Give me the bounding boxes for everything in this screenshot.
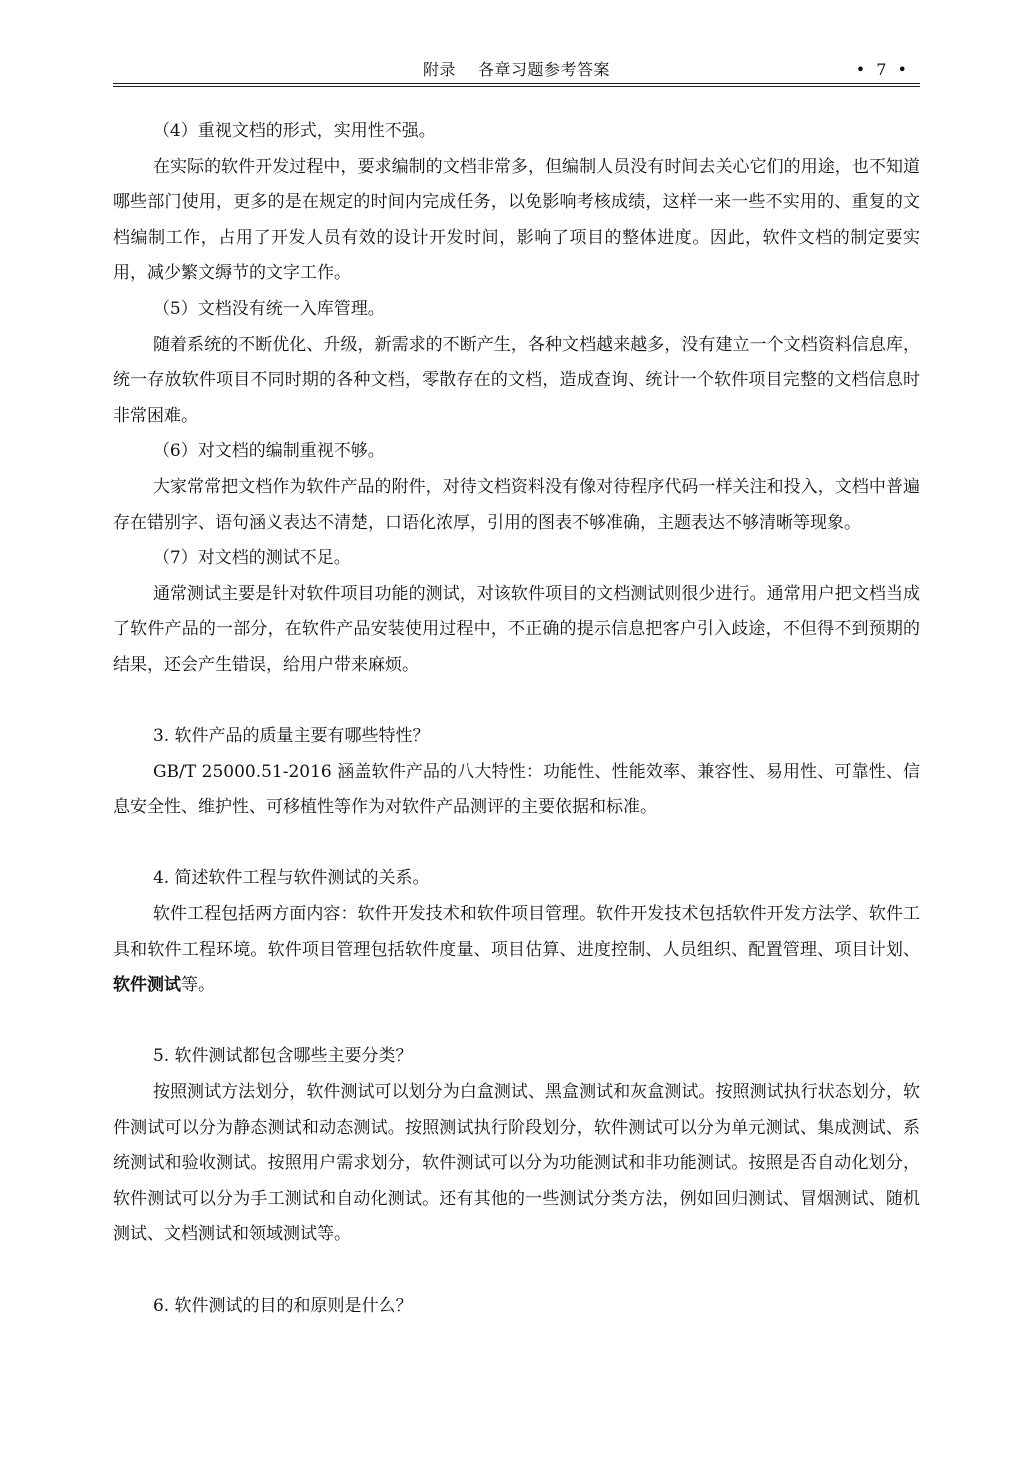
- answer-4-main: 软件工程包括两方面内容：软件开发技术和软件项目管理。软件开发技术包括软件开发方法学、软件工具和软件工程环境。软件项目管理包括软件度量、项目估算、进度控制、人员组织、配置管理、项目计划、: [113, 904, 920, 960]
- item4-heading: （4）重视文档的形式，实用性不强。: [152, 121, 436, 141]
- item6-paragraph: 大家常常把文档作为软件产品的附件，对待文档资料没有像对待程序代码一样关注和投入，文档中普遍存在错别字、语句涵义表达不清楚，口语化浓厚，引用的图表不够准确，主题表达不够清晰等现象。: [113, 476, 920, 533]
- item4-paragraph: 在实际的软件开发过程中，要求编制的文档非常多，但编制人员没有时间去关心它们的用途，也不知道哪些部门使用，更多的是在规定的时间内完成任务，以免影响考核成绩，这样一来一些不实用的、重复的文档编制工作，占用了开发人员有效的设计开发时间，影响了项目的整体进度。因此，软件文档的制定要实用，减少繁文缛节的文字工作。: [113, 156, 920, 284]
- question-3: 3. 软件产品的质量主要有哪些特性？: [152, 726, 430, 747]
- item6-heading: （6）对文档的编制重视不够。: [152, 441, 385, 462]
- answer-4-tail: 等。: [181, 975, 215, 996]
- answer-4: [113, 897, 920, 1004]
- answer-4-emphasis: 软件测试: [113, 975, 181, 996]
- running-header: [113, 58, 920, 82]
- header-title: 各章习题参考答案: [478, 60, 611, 79]
- page-number: • 7 •: [855, 60, 910, 79]
- answer-3: GB/T 25000.51-2016 涵盖软件产品的八大特性：功能性、性能效率、兼容性、易用性、可靠性、信息安全性、维护性、可移植性等作为对软件产品测评的主要依据和标准。: [113, 761, 920, 818]
- header-section: 附录: [422, 60, 456, 79]
- question-4: 4. 简述软件工程与软件测试的关系。: [152, 868, 430, 889]
- item7-heading: （7）对文档的测试不足。: [152, 548, 351, 569]
- item5-paragraph: 随着系统的不断优化、升级，新需求的不断产生，各种文档越来越多，没有建立一个文档资料信息库，统一存放软件项目不同时期的各种文档，零散存在的文档，造成查询、统计一个软件项目完整的文档信息时非常困难。: [113, 334, 920, 426]
- header-divider: [113, 83, 920, 87]
- spacer: [113, 1253, 920, 1289]
- answer-5: 按照测试方法划分，软件测试可以划分为白盒测试、黑盒测试和灰盒测试。按照测试执行状态划分，软件测试可以分为静态测试和动态测试。按照测试执行阶段划分，软件测试可以分为单元测试、集成测试、系统测试和验收测试。按照用户需求划分，软件测试可以分为功能测试和非功能测试。按照是否自动化划分，软件测试可以分为手工测试和自动化测试。还有其他的一些测试分类方法，例如回归测试、冒烟测试、随机测试、文档测试和领域测试等。: [113, 1082, 920, 1245]
- spacer: [113, 826, 920, 862]
- header-title-block: [113, 58, 920, 82]
- question-6: 6. 软件测试的目的和原则是什么？: [152, 1295, 413, 1316]
- item5-heading: （5）文档没有统一入库管理。: [152, 298, 385, 319]
- spacer: [113, 684, 920, 720]
- body-text: [113, 114, 920, 1324]
- item7-paragraph: 通常测试主要是针对软件项目功能的测试，对该软件项目的文档测试则很少进行。通常用户把文档当成了软件产品的一部分，在软件产品安装使用过程中，不正确的提示信息把客户引入歧途，不但得不到预期的结果，还会产生错误，给用户带来麻烦。: [113, 583, 920, 675]
- spacer: [113, 1004, 920, 1040]
- question-5: 5. 软件测试都包含哪些主要分类？: [152, 1046, 413, 1067]
